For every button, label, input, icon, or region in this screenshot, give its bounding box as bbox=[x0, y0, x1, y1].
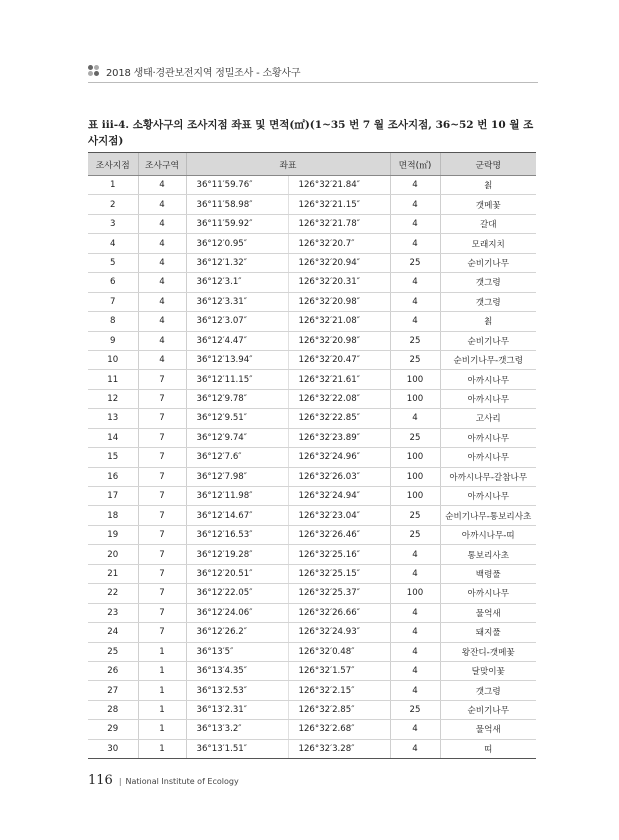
cell-zone: 7 bbox=[138, 525, 186, 544]
cell-community: 달맞이꽃 bbox=[440, 661, 536, 680]
cell-latitude: 36°12′7.98″ bbox=[186, 467, 288, 486]
cell-community: 아까시나무 bbox=[440, 448, 536, 467]
table-body bbox=[88, 176, 536, 759]
cell-zone: 7 bbox=[138, 389, 186, 408]
cell-zone: 7 bbox=[138, 506, 186, 525]
cell-latitude: 36°12′3.07″ bbox=[186, 312, 288, 331]
header-area: 면적(㎡) bbox=[390, 153, 440, 176]
cell-zone: 4 bbox=[138, 312, 186, 331]
cell-longitude: 126°32′3.28″ bbox=[288, 739, 390, 758]
cell-latitude: 36°12′13.94″ bbox=[186, 350, 288, 369]
cell-area: 100 bbox=[390, 370, 440, 389]
cell-point: 9 bbox=[88, 331, 138, 350]
cell-longitude: 126°32′25.37″ bbox=[288, 584, 390, 603]
table-row bbox=[88, 292, 536, 311]
cell-longitude: 126°32′20.98″ bbox=[288, 292, 390, 311]
cell-area: 25 bbox=[390, 253, 440, 272]
cell-community: 순비기나무 bbox=[440, 700, 536, 719]
table-row bbox=[88, 273, 536, 292]
table-row bbox=[88, 739, 536, 758]
cell-zone: 1 bbox=[138, 720, 186, 739]
cell-area: 4 bbox=[390, 720, 440, 739]
cell-longitude: 126°32′20.94″ bbox=[288, 253, 390, 272]
cell-latitude: 36°12′11.98″ bbox=[186, 487, 288, 506]
cell-zone: 1 bbox=[138, 681, 186, 700]
table-row bbox=[88, 409, 536, 428]
cell-latitude: 36°12′16.53″ bbox=[186, 525, 288, 544]
cell-latitude: 36°13′3.2″ bbox=[186, 720, 288, 739]
cell-area: 4 bbox=[390, 292, 440, 311]
table-row bbox=[88, 681, 536, 700]
cell-point: 6 bbox=[88, 273, 138, 292]
cell-latitude: 36°12′4.47″ bbox=[186, 331, 288, 350]
cell-longitude: 126°32′26.66″ bbox=[288, 603, 390, 622]
table-row bbox=[88, 234, 536, 253]
header-community: 군락명 bbox=[440, 153, 536, 176]
table-row bbox=[88, 487, 536, 506]
cell-longitude: 126°32′23.89″ bbox=[288, 428, 390, 447]
header-divider bbox=[88, 82, 538, 83]
cell-point: 30 bbox=[88, 739, 138, 758]
cell-latitude: 36°13′4.35″ bbox=[186, 661, 288, 680]
table-row bbox=[88, 506, 536, 525]
cell-area: 4 bbox=[390, 234, 440, 253]
cell-longitude: 126°32′26.03″ bbox=[288, 467, 390, 486]
cell-area: 4 bbox=[390, 545, 440, 564]
table-row bbox=[88, 623, 536, 642]
cell-area: 25 bbox=[390, 525, 440, 544]
cell-zone: 7 bbox=[138, 448, 186, 467]
header-dots-icon bbox=[88, 65, 100, 77]
cell-latitude: 36°13′2.31″ bbox=[186, 700, 288, 719]
table-row bbox=[88, 176, 536, 195]
cell-longitude: 126°32′20.31″ bbox=[288, 273, 390, 292]
cell-community: 갯그령 bbox=[440, 273, 536, 292]
cell-point: 10 bbox=[88, 350, 138, 369]
cell-point: 2 bbox=[88, 195, 138, 214]
cell-longitude: 126°32′22.85″ bbox=[288, 409, 390, 428]
cell-area: 25 bbox=[390, 506, 440, 525]
table-row bbox=[88, 389, 536, 408]
cell-area: 25 bbox=[390, 331, 440, 350]
table-row bbox=[88, 312, 536, 331]
cell-community: 띠 bbox=[440, 739, 536, 758]
survey-points-table bbox=[88, 152, 536, 759]
cell-latitude: 36°12′0.95″ bbox=[186, 234, 288, 253]
cell-community: 아까시나무 bbox=[440, 389, 536, 408]
cell-area: 4 bbox=[390, 409, 440, 428]
cell-community: 순비기나무-통보리사초 bbox=[440, 506, 536, 525]
cell-longitude: 126°32′21.78″ bbox=[288, 214, 390, 233]
table-row bbox=[88, 603, 536, 622]
table-row bbox=[88, 467, 536, 486]
cell-point: 13 bbox=[88, 409, 138, 428]
cell-latitude: 36°12′7.6″ bbox=[186, 448, 288, 467]
cell-area: 4 bbox=[390, 739, 440, 758]
cell-community: 아까시나무-갈참나무 bbox=[440, 467, 536, 486]
header-point: 조사지점 bbox=[88, 153, 138, 176]
cell-point: 24 bbox=[88, 623, 138, 642]
cell-area: 25 bbox=[390, 350, 440, 369]
cell-area: 4 bbox=[390, 214, 440, 233]
cell-point: 26 bbox=[88, 661, 138, 680]
cell-point: 29 bbox=[88, 720, 138, 739]
cell-community: 통보리사초 bbox=[440, 545, 536, 564]
cell-zone: 7 bbox=[138, 370, 186, 389]
cell-point: 3 bbox=[88, 214, 138, 233]
cell-zone: 1 bbox=[138, 661, 186, 680]
cell-community: 아까시나무 bbox=[440, 584, 536, 603]
cell-latitude: 36°12′19.28″ bbox=[186, 545, 288, 564]
footer-separator: | bbox=[118, 777, 122, 786]
cell-point: 21 bbox=[88, 564, 138, 583]
cell-latitude: 36°12′9.74″ bbox=[186, 428, 288, 447]
cell-longitude: 126°32′24.94″ bbox=[288, 487, 390, 506]
table-caption: 표 iii-4. 소황사구의 조사지점 좌표 및 면적(㎡)(1~35 번 7 월 조사지점, 36~52 번 10 월 조사지점) bbox=[88, 119, 534, 147]
cell-point: 23 bbox=[88, 603, 138, 622]
cell-zone: 7 bbox=[138, 467, 186, 486]
header-zone: 조사구역 bbox=[138, 153, 186, 176]
table-row bbox=[88, 661, 536, 680]
cell-latitude: 36°12′20.51″ bbox=[186, 564, 288, 583]
header-title: 2018 생태·경관보전지역 정밀조사 - 소황사구 bbox=[106, 67, 301, 79]
table-row bbox=[88, 448, 536, 467]
cell-longitude: 126°32′23.04″ bbox=[288, 506, 390, 525]
table-row bbox=[88, 700, 536, 719]
cell-latitude: 36°12′22.05″ bbox=[186, 584, 288, 603]
cell-latitude: 36°12′3.31″ bbox=[186, 292, 288, 311]
cell-zone: 7 bbox=[138, 584, 186, 603]
cell-point: 7 bbox=[88, 292, 138, 311]
cell-area: 4 bbox=[390, 273, 440, 292]
cell-point: 8 bbox=[88, 312, 138, 331]
header-coordinates: 좌표 bbox=[186, 153, 390, 176]
cell-zone: 4 bbox=[138, 214, 186, 233]
cell-latitude: 36°12′14.67″ bbox=[186, 506, 288, 525]
table-row bbox=[88, 545, 536, 564]
cell-community: 아까시나무 bbox=[440, 487, 536, 506]
cell-longitude: 126°32′21.08″ bbox=[288, 312, 390, 331]
cell-point: 20 bbox=[88, 545, 138, 564]
cell-point: 16 bbox=[88, 467, 138, 486]
page-footer bbox=[88, 773, 239, 788]
cell-community: 물억새 bbox=[440, 720, 536, 739]
cell-area: 4 bbox=[390, 176, 440, 195]
footer-institution: National Institute of Ecology bbox=[125, 777, 239, 786]
cell-latitude: 36°11′59.92″ bbox=[186, 214, 288, 233]
table-row bbox=[88, 642, 536, 661]
cell-longitude: 126°32′2.85″ bbox=[288, 700, 390, 719]
cell-latitude: 36°12′9.51″ bbox=[186, 409, 288, 428]
cell-longitude: 126°32′1.57″ bbox=[288, 661, 390, 680]
cell-point: 27 bbox=[88, 681, 138, 700]
cell-latitude: 36°12′26.2″ bbox=[186, 623, 288, 642]
cell-point: 17 bbox=[88, 487, 138, 506]
table-row bbox=[88, 584, 536, 603]
cell-zone: 4 bbox=[138, 176, 186, 195]
cell-longitude: 126°32′26.46″ bbox=[288, 525, 390, 544]
cell-longitude: 126°32′21.84″ bbox=[288, 176, 390, 195]
running-header bbox=[88, 62, 300, 80]
cell-area: 100 bbox=[390, 448, 440, 467]
cell-community: 백령풀 bbox=[440, 564, 536, 583]
cell-community: 칡 bbox=[440, 312, 536, 331]
cell-community: 모래지치 bbox=[440, 234, 536, 253]
cell-community: 고사리 bbox=[440, 409, 536, 428]
cell-longitude: 126°32′21.61″ bbox=[288, 370, 390, 389]
cell-longitude: 126°32′21.15″ bbox=[288, 195, 390, 214]
table-row bbox=[88, 564, 536, 583]
cell-latitude: 36°13′2.53″ bbox=[186, 681, 288, 700]
cell-area: 4 bbox=[390, 312, 440, 331]
cell-community: 물억새 bbox=[440, 603, 536, 622]
cell-community: 칡 bbox=[440, 176, 536, 195]
cell-area: 100 bbox=[390, 487, 440, 506]
cell-community: 돼지풀 bbox=[440, 623, 536, 642]
cell-point: 19 bbox=[88, 525, 138, 544]
cell-latitude: 36°11′59.76″ bbox=[186, 176, 288, 195]
cell-longitude: 126°32′2.68″ bbox=[288, 720, 390, 739]
cell-longitude: 126°32′24.96″ bbox=[288, 448, 390, 467]
cell-community: 아까시나무 bbox=[440, 370, 536, 389]
cell-longitude: 126°32′20.7″ bbox=[288, 234, 390, 253]
cell-community: 갯그령 bbox=[440, 681, 536, 700]
cell-area: 100 bbox=[390, 389, 440, 408]
cell-longitude: 126°32′0.48″ bbox=[288, 642, 390, 661]
cell-community: 갯그령 bbox=[440, 292, 536, 311]
cell-latitude: 36°12′3.1″ bbox=[186, 273, 288, 292]
cell-latitude: 36°12′24.06″ bbox=[186, 603, 288, 622]
cell-point: 14 bbox=[88, 428, 138, 447]
cell-longitude: 126°32′25.16″ bbox=[288, 545, 390, 564]
table-row bbox=[88, 253, 536, 272]
table-header-row bbox=[88, 153, 536, 176]
cell-zone: 4 bbox=[138, 253, 186, 272]
cell-zone: 7 bbox=[138, 623, 186, 642]
cell-community: 왕잔디-갯메꽃 bbox=[440, 642, 536, 661]
cell-zone: 4 bbox=[138, 234, 186, 253]
cell-longitude: 126°32′20.98″ bbox=[288, 331, 390, 350]
table-row bbox=[88, 350, 536, 369]
cell-area: 4 bbox=[390, 681, 440, 700]
cell-zone: 1 bbox=[138, 642, 186, 661]
table-row bbox=[88, 331, 536, 350]
table-row bbox=[88, 370, 536, 389]
cell-point: 28 bbox=[88, 700, 138, 719]
cell-community: 아까시나무-띠 bbox=[440, 525, 536, 544]
cell-point: 4 bbox=[88, 234, 138, 253]
cell-zone: 4 bbox=[138, 273, 186, 292]
cell-zone: 4 bbox=[138, 331, 186, 350]
cell-zone: 7 bbox=[138, 487, 186, 506]
cell-zone: 7 bbox=[138, 545, 186, 564]
cell-area: 4 bbox=[390, 603, 440, 622]
cell-zone: 7 bbox=[138, 428, 186, 447]
cell-community: 아까시나무 bbox=[440, 428, 536, 447]
cell-point: 1 bbox=[88, 176, 138, 195]
cell-area: 4 bbox=[390, 642, 440, 661]
cell-point: 11 bbox=[88, 370, 138, 389]
cell-point: 25 bbox=[88, 642, 138, 661]
cell-latitude: 36°13′5″ bbox=[186, 642, 288, 661]
cell-area: 4 bbox=[390, 661, 440, 680]
cell-longitude: 126°32′2.15″ bbox=[288, 681, 390, 700]
cell-latitude: 36°11′58.98″ bbox=[186, 195, 288, 214]
cell-longitude: 126°32′20.47″ bbox=[288, 350, 390, 369]
cell-area: 100 bbox=[390, 584, 440, 603]
cell-community: 갈대 bbox=[440, 214, 536, 233]
cell-community: 순비기나무 bbox=[440, 331, 536, 350]
table-row bbox=[88, 720, 536, 739]
cell-zone: 4 bbox=[138, 195, 186, 214]
table-row bbox=[88, 525, 536, 544]
page-number: 116 bbox=[88, 773, 113, 788]
cell-area: 4 bbox=[390, 564, 440, 583]
cell-area: 4 bbox=[390, 623, 440, 642]
cell-latitude: 36°12′1.32″ bbox=[186, 253, 288, 272]
cell-zone: 4 bbox=[138, 350, 186, 369]
table-row bbox=[88, 195, 536, 214]
cell-zone: 7 bbox=[138, 409, 186, 428]
cell-point: 22 bbox=[88, 584, 138, 603]
cell-community: 순비기나무 bbox=[440, 253, 536, 272]
cell-community: 순비기나무-갯그령 bbox=[440, 350, 536, 369]
cell-zone: 1 bbox=[138, 700, 186, 719]
cell-community: 갯메꽃 bbox=[440, 195, 536, 214]
cell-latitude: 36°12′11.15″ bbox=[186, 370, 288, 389]
cell-longitude: 126°32′22.08″ bbox=[288, 389, 390, 408]
cell-point: 15 bbox=[88, 448, 138, 467]
cell-zone: 7 bbox=[138, 603, 186, 622]
cell-latitude: 36°13′1.51″ bbox=[186, 739, 288, 758]
cell-longitude: 126°32′24.93″ bbox=[288, 623, 390, 642]
table-row bbox=[88, 214, 536, 233]
cell-zone: 1 bbox=[138, 739, 186, 758]
cell-area: 4 bbox=[390, 195, 440, 214]
cell-area: 100 bbox=[390, 467, 440, 486]
cell-area: 25 bbox=[390, 700, 440, 719]
cell-zone: 7 bbox=[138, 564, 186, 583]
cell-longitude: 126°32′25.15″ bbox=[288, 564, 390, 583]
cell-point: 12 bbox=[88, 389, 138, 408]
cell-area: 25 bbox=[390, 428, 440, 447]
cell-point: 18 bbox=[88, 506, 138, 525]
table-row bbox=[88, 428, 536, 447]
cell-point: 5 bbox=[88, 253, 138, 272]
cell-zone: 4 bbox=[138, 292, 186, 311]
cell-latitude: 36°12′9.78″ bbox=[186, 389, 288, 408]
